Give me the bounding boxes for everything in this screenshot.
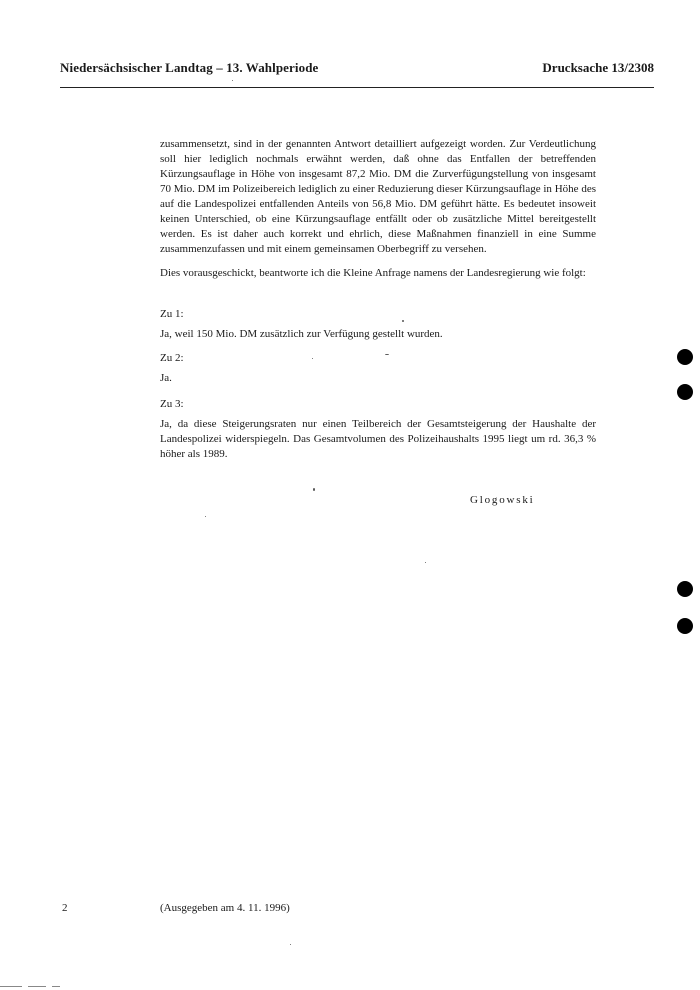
page-number: 2 xyxy=(62,902,68,914)
header-divider xyxy=(60,87,654,88)
issue-date: (Ausgegeben am 4. 11. 1996) xyxy=(160,902,290,914)
scan-speck xyxy=(290,944,291,945)
question-2-answer: Ja. xyxy=(160,372,172,384)
scan-speck xyxy=(313,488,315,491)
question-1-label: Zu 1: xyxy=(160,308,184,320)
scan-speck xyxy=(385,354,389,355)
punch-hole xyxy=(677,581,693,597)
question-3-answer: Ja, da diese Steigerungsraten nur einen Teilbereich der Gesamtsteigerung der Haushalte der Landespolizei widerspiegeln. Das Gesamtvolumen des Polizeihaushalts 1995 liegt um rd. 36,3 % höher als 1989. xyxy=(160,418,596,460)
preamble-paragraph: Dies vorausgeschickt, beantworte ich die Kleine Anfrage namens der Landesregierung wie folgt: xyxy=(160,267,586,279)
punch-hole xyxy=(677,384,693,400)
punch-hole xyxy=(677,349,693,365)
signature: Glogowski xyxy=(470,494,535,506)
header-title: Niedersächsischer Landtag – 13. Wahlperiode xyxy=(60,60,319,75)
scan-artifact xyxy=(0,986,22,987)
scan-speck xyxy=(402,320,404,322)
scan-speck xyxy=(205,516,206,517)
punch-hole xyxy=(677,618,693,634)
scan-speck xyxy=(425,562,426,563)
document-number: Drucksache 13/2308 xyxy=(542,60,654,75)
scan-speck xyxy=(312,358,313,359)
question-2-label: Zu 2: xyxy=(160,352,184,364)
question-3-label: Zu 3: xyxy=(160,398,184,410)
question-1-answer: Ja, weil 150 Mio. DM zusätzlich zur Verfügung gestellt wurden. xyxy=(160,328,443,340)
intro-paragraph: zusammensetzt, sind in der genannten Antwort detailliert aufgezeigt worden. Zur Verdeutlichung soll hier lediglich nochmals erwähnt werden, daß ohne das Entfallen der betreffenden Kürzungsauflage in Höhe von insgesamt 87,2 Mio. DM die Zurverfügungstellung von insgesamt 70 Mio. DM im Polizeibereich lediglich zu einer Reduzierung dieser Kürzungsauflage in Höhe des auf die Landespolizei entfallenden Anteils von 56,8 Mio. DM geführt hätte. Es bedeutet insoweit keinen Unterschied, ob eine Kürzungsauflage entfällt oder ob zusätzliche Mittel bereitgestellt werden. Es ist daher auch korrekt und ehrlich, diese Maßnahmen finanziell in eine Summe zusammenzufassen und mit einem gemeinsamen Oberbegriff zu versehen. xyxy=(160,138,596,255)
scan-speck xyxy=(232,80,233,81)
scan-artifact xyxy=(28,986,46,987)
scan-artifact xyxy=(52,986,60,987)
